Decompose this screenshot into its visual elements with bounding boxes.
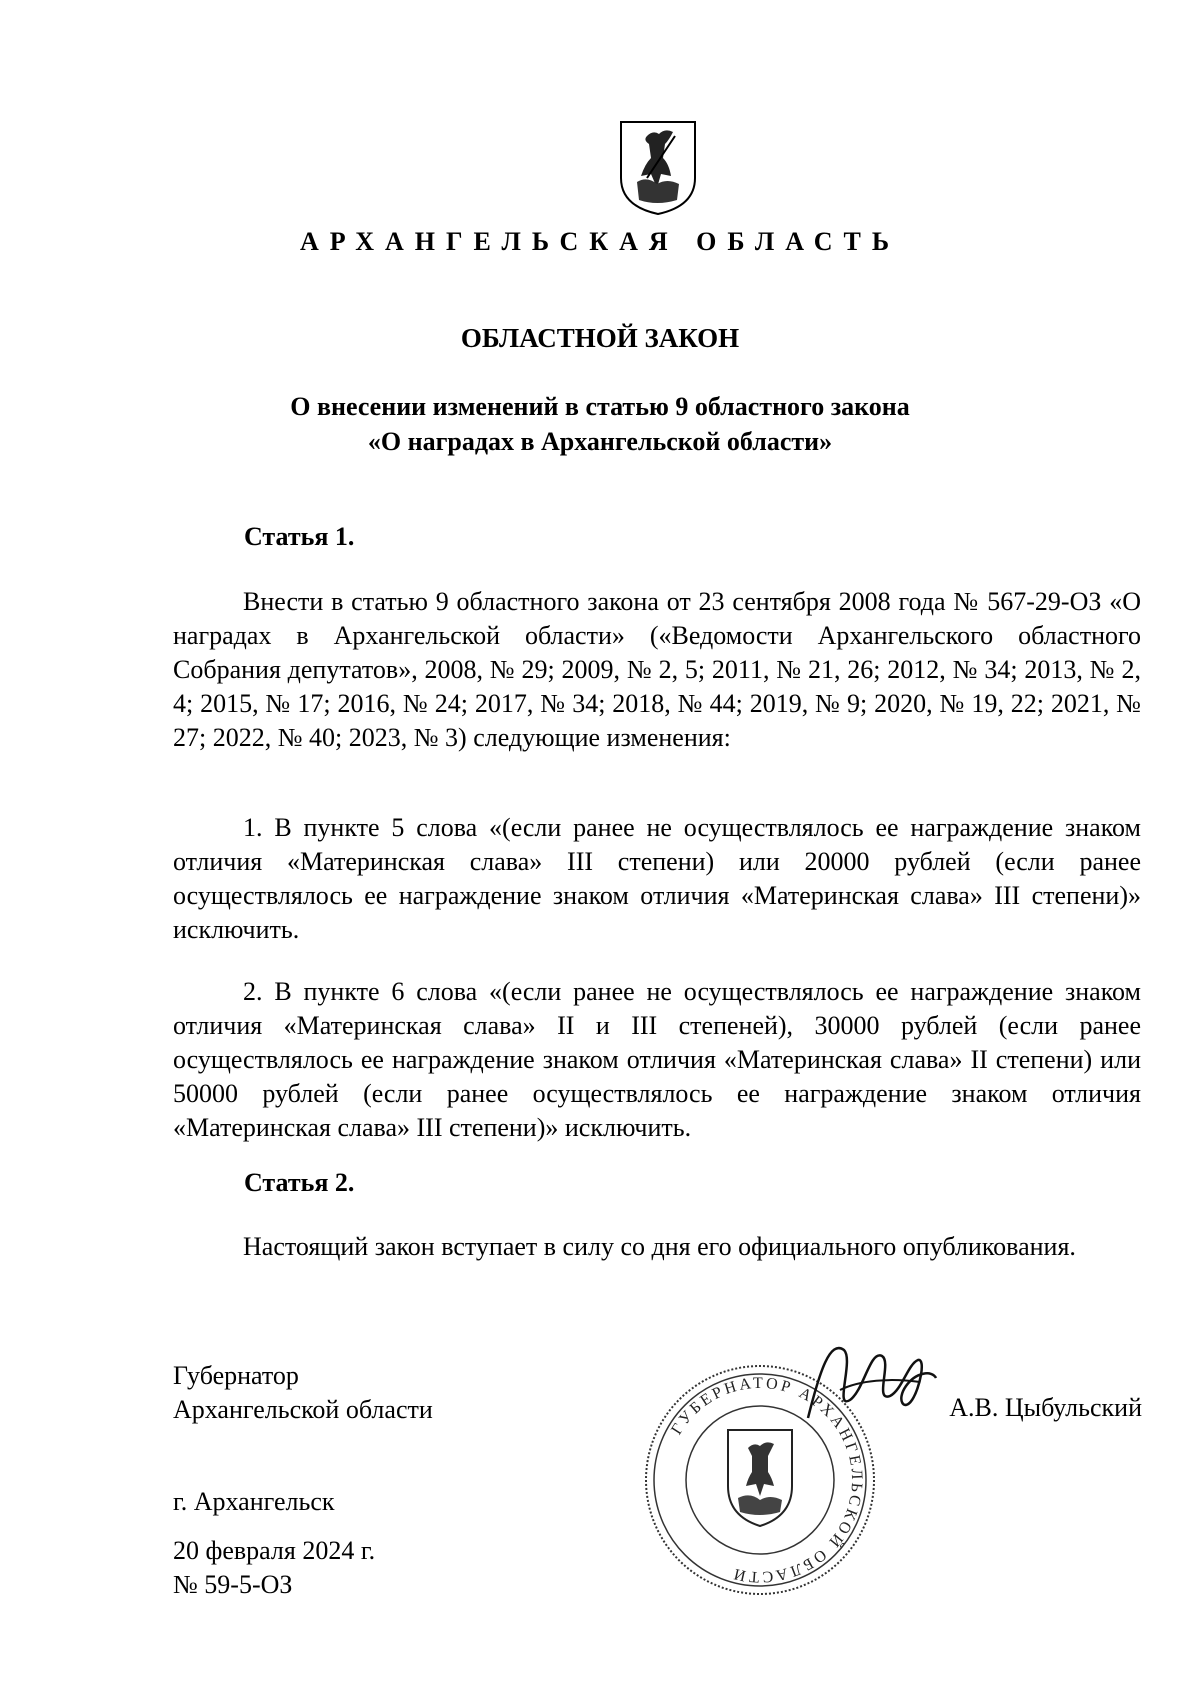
law-number: № 59-5-ОЗ	[173, 1570, 293, 1599]
article-1-item-2: 2. В пункте 6 слова «(если ранее не осуществлялось ее награждение знаком отличия «Материнская слава» II и III степеней), 30000 рублей (если ранее осуществлялось ее награждение знаком отличия «Материнская слава» II степени) или 50000 рублей (если ранее осуществлялось ее награждение знаком отличия «Материнская слава» III степени)» исключить.	[173, 977, 1141, 1142]
region-title: АРХАНГЕЛЬСКАЯ ОБЛАСТЬ	[299, 227, 901, 256]
article-1-intro: Внести в статью 9 областного закона от 23 сентября 2008 года № 567-29-ОЗ «О наградах в Архангельской области» («Ведомости Архангельского областного Собрания депутатов», 2008, № 29; 2009, № 2, 5; 2011, № 21, 26; 2012, № 34; 2013, № 2, 4; 2015, № 17; 2016, № 24; 2017, № 34; 2018, № 44; 2019, № 9; 2020, № 19, 22; 2021, № 27; 2022, № 40; 2023, № 3) следующие изменения:	[173, 587, 1141, 752]
document-type: ОБЛАСТНОЙ ЗАКОН	[460, 323, 740, 353]
signatory-name: А.В. Цыбульский	[949, 1393, 1142, 1422]
seal-ring-text: ГУБЕРНАТОР АРХАНГЕЛЬСКОЙ ОБЛАСТИ	[668, 1374, 866, 1586]
article-1-item-1: 1. В пункте 5 слова «(если ранее не осуществлялось ее награждение знаком отличия «Материнская слава» III степени) или 20000 рублей (если ранее осуществлялось ее награждение знаком отличия «Материнская слава» III степени)» исключить.	[173, 813, 1141, 944]
signing-date: 20 февраля 2024 г.	[173, 1536, 376, 1565]
law-title-line-1: О внесении изменений в статью 9 областного закона	[290, 392, 910, 421]
signatory-position-line-2: Архангельской области	[173, 1395, 433, 1424]
signatory-position-line-1: Губернатор	[173, 1361, 299, 1390]
coat-of-arms-icon	[617, 118, 699, 216]
law-title-line-2: «О наградах в Архангельской области»	[367, 427, 833, 456]
article-1-heading: Статья 1.	[244, 522, 355, 551]
handwritten-signature	[800, 1330, 940, 1440]
article-2-heading: Статья 2.	[244, 1168, 355, 1197]
place-of-signing: г. Архангельск	[173, 1487, 335, 1516]
law-title	[0, 389, 1200, 459]
article-2-text: Настоящий закон вступает в силу со дня его официального опубликования.	[243, 1232, 1076, 1261]
